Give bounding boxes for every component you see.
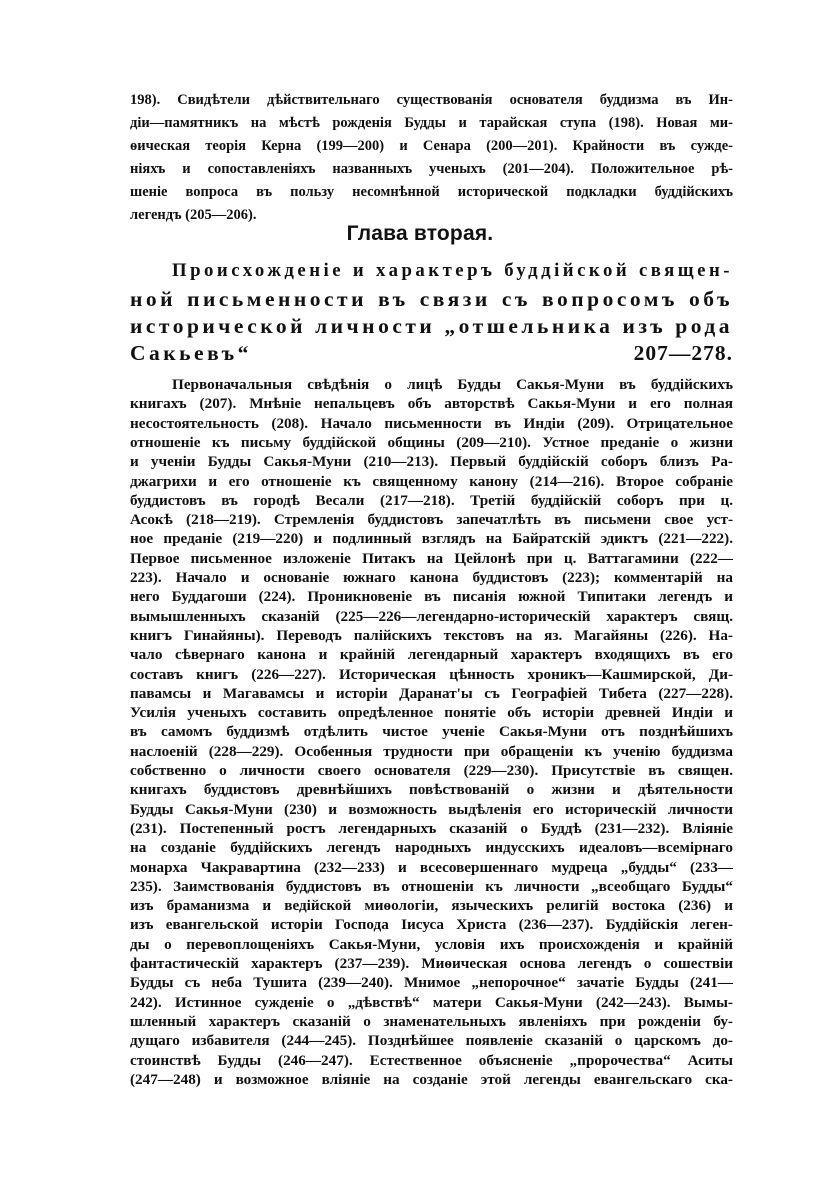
text-line: книгахъ буддистовъ древнѣйшихъ повѣствованій о жизни и дѣятельности <box>130 782 733 798</box>
text-line: книгахъ (207). Мнѣніе непальцевъ объ авторствѣ Сакья-Муни и его полная <box>130 396 733 412</box>
text-line: фантастическій характеръ (237—239). Миѳическая основа легендъ о сошествіи <box>130 956 733 972</box>
text-line: чало сѣвернаго канона и крайній легендарный характеръ входящихъ въ его <box>130 647 733 663</box>
text-line: павамсы и Магавамсы и исторіи Даранат'ы съ Географіей Тибета (227—228). <box>130 685 733 701</box>
text-line: (231). Постепенный ростъ легендарныхъ сказаній о Буддѣ (231—232). Вліяніе <box>130 820 733 837</box>
text-line: Асокѣ (218—219). Стремленія буддистовъ запечатлѣть въ письмени свое уст- <box>130 512 733 528</box>
chapter-title-tail: Сакьевъ“ <box>130 341 252 365</box>
text-line: Усилія ученыхъ составить опредѣленное понятіе объ исторіи древней Индіи и <box>130 705 733 721</box>
text-line: него Буддагоши (224). Проникновеніе въ писанія южной Типитаки легендъ и <box>130 589 733 605</box>
text-line: буддистовъ въ городѣ Весали (217—218). Третій буддійскій соборъ при ц. <box>130 492 733 508</box>
text-line: вымышленныхъ сказаній (225—226—легендарно-историческій характеръ свящ. <box>130 608 733 624</box>
text-line: собственно о личности своего основателя (229—230). Присутствіе въ священ. <box>130 763 733 779</box>
text-line: Первое письменное изложеніе Питакъ на Цейлонѣ при ц. Ваттагамини (222— <box>130 550 733 566</box>
chapter-title-last-line <box>130 343 733 365</box>
chapter-title-line: Происхожденіе и характеръ буддійской священ- <box>172 262 733 281</box>
text-line: ды о перевоплощеніяхъ Сакья-Муни, условія ихъ происхожденія и крайній <box>130 936 733 952</box>
text-line: шеніе вопроса въ пользу несомнѣнной исторической подкладки буддійскихъ <box>130 185 733 200</box>
chapter-page-range: 207—278. <box>633 341 733 365</box>
text-line: Первоначальныя свѣдѣнія о лицѣ Будды Сакья-Муни въ буддійскихъ <box>172 377 733 393</box>
chapter-title-line: исторической личности „отшельника изъ рода <box>130 316 733 338</box>
text-line: 223). Начало и основаніе южнаго канона буддистовъ (223); комментарій на <box>130 570 733 586</box>
text-line: легендъ (205—206). <box>130 208 257 223</box>
text-line: ное преданіе (219—220) и подлинный взглядъ на Байратскій эдиктъ (221—222). <box>130 531 733 547</box>
text-line: изъ браманизма и ведійской миѳологіи, языческихъ религій востока (236) и <box>130 898 733 914</box>
text-line: ѳическая теорія Керна (199—200) и Сенара (200—201). Крайности въ сужде- <box>130 139 733 154</box>
text-line: 198). Свидѣтели дѣйствительнаго существованія основателя буддизма въ Ин- <box>130 93 733 108</box>
text-line: и ученіи Будды Сакья-Муни (210—213). Первый буддійскій соборъ близъ Ра- <box>130 454 733 470</box>
text-line: въ самомъ буддизмѣ отдѣлить чистое ученіе Сакья-Муни отъ позднѣйшихъ <box>130 724 733 740</box>
text-line: стоинствѣ Будды (246—247). Естественное объясненіе „пророчества“ Аситы <box>130 1052 733 1068</box>
text-line: дущаго избавителя (244—245). Позднѣйшее появленіе сказаній о царскомъ до- <box>130 1033 733 1049</box>
text-line: книгъ Гинайяны). Переводъ палійскихъ текстовъ на яз. Магайяны (226). На- <box>130 627 733 644</box>
text-line: несостоятельность (208). Начало письменности въ Индіи (209). Отрицательное <box>130 415 733 431</box>
chapter-heading: Глава вторая. <box>346 222 494 245</box>
chapter-title-line: ной письменности въ связи съ вопросомъ объ <box>130 289 733 311</box>
text-line: изъ евангельской исторіи Господа Іисуса Христа (236—237). Буддійскія леген- <box>130 917 733 933</box>
text-line: Будды Сакья-Муни (230) и возможность выдѣленія его историческій личности <box>130 801 733 817</box>
text-line: (247—248) и возможное вліяніе на созданіе этой легенды евангельскаго ска- <box>130 1071 733 1087</box>
text-line: наслоеній (228—229). Особенныя трудности при обращеніи къ ученію буддизма <box>130 743 733 759</box>
text-line: діи—памятникъ на мѣстѣ рожденія Будды и тарайская ступа (198). Новая ми- <box>130 116 733 131</box>
text-line: 235). Заимствованія буддистовъ въ отношеніи къ личности „всеобщаго Будды“ <box>130 878 733 894</box>
text-line: ніяхъ и сопоставленіяхъ названныхъ ученыхъ (201—204). Положительное рѣ- <box>130 162 733 177</box>
text-line: Будды съ неба Тушита (239—240). Мнимое „непорочное“ зачатіе Будды (241— <box>130 975 733 991</box>
text-line: на созданіе буддійскихъ легендъ народныхъ индусскихъ идеаловъ—всемірнаго <box>130 840 733 856</box>
text-line: составъ книгъ (226—227). Историческая цѣнность хроникъ—Кашмирской, Ди- <box>130 666 733 682</box>
text-line: отношеніе къ письму буддійской общины (209—210). Устное преданіе о жизни <box>130 434 733 451</box>
text-line: джагрихи и его отношеніе къ священному канону (214—216). Второе собраніе <box>130 473 733 489</box>
text-line: шленный характеръ сказаній о знаменательныхъ явленіяхъ при рожденіи бу- <box>130 1013 733 1030</box>
text-line: монарха Чакравартина (232—233) и всесовершеннаго мудреца „будды“ (233— <box>130 859 733 875</box>
text-line: 242). Истинное сужденіе о „дѣвствѣ“ матери Сакья-Муни (242—243). Вымы- <box>130 994 733 1010</box>
